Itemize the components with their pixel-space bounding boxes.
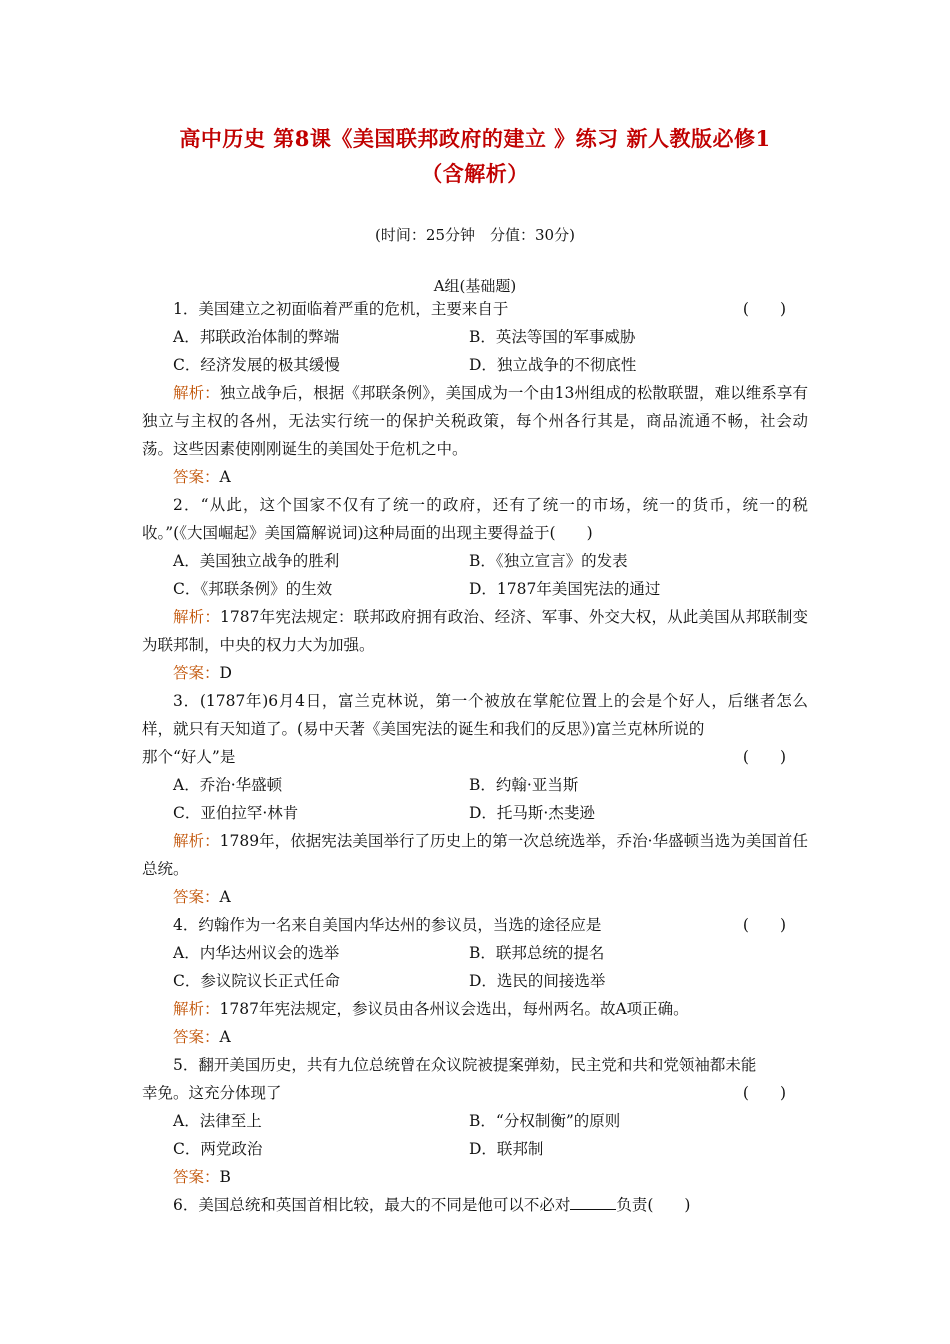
answer-label: 答案： (173, 468, 220, 486)
question-4-stem: 4．约翰作为一名来自美国内华达州的参议员，当选的途径应是 ( ) (142, 911, 808, 939)
option-b: B．“分权制衡”的原则 (469, 1112, 621, 1130)
option-b: B．约翰·亚当斯 (469, 776, 579, 794)
analysis-label: 解析： (173, 1000, 220, 1018)
question-1-options-row2 (142, 351, 808, 379)
question-2-options-row2 (142, 575, 808, 603)
option-c: C．经济发展的极其缓慢 (173, 356, 340, 374)
exam-meta: (时间：25分钟 分值：30分) (375, 226, 575, 244)
option-b: B．英法等国的军事威胁 (469, 328, 636, 346)
option-c: C．两党政治 (173, 1140, 263, 1158)
answer-label: 答案： (173, 1168, 220, 1186)
option-a: A．法律至上 (173, 1112, 262, 1130)
option-c: C．参议院议长正式任命 (173, 972, 340, 990)
question-3-answer: 答案：A (173, 888, 231, 906)
question-1-answer: 答案：A (173, 468, 231, 486)
question-2-answer: 答案：D (173, 664, 232, 682)
question-1-options-row1 (142, 323, 808, 351)
answer-label: 答案： (173, 664, 220, 682)
question-3-options-row2 (142, 799, 808, 827)
question-3-options-row1 (142, 771, 808, 799)
option-d: D．独立战争的不彻底性 (469, 356, 637, 374)
question-3-analysis: 解析：1789年，依据宪法美国举行了历史上的第一次总统选举，乔治·华盛顿当选为美国首任总统。 (142, 832, 808, 878)
option-d: D．托马斯·杰斐逊 (469, 804, 595, 822)
option-a: A．乔治·华盛顿 (173, 776, 283, 794)
question-5-options-row2 (142, 1135, 808, 1163)
analysis-label: 解析： (173, 384, 220, 402)
question-2-analysis: 解析：1787年宪法规定：联邦政府拥有政治、经济、军事、外交大权，从此美国从邦联制变为联邦制，中央的权力大为加强。 (142, 608, 808, 654)
question-1-analysis: 解析：独立战争后，根据《邦联条例》，美国成为一个由13州组成的松散联盟，难以维系享有独立与主权的各州，无法实行统一的保护关税政策，每个州各行其是，商品流通不畅，社会动荡。这些因素使刚刚诞生的美国处于危机之中。 (142, 384, 808, 458)
option-a: A．美国独立战争的胜利 (173, 552, 340, 570)
question-4-answer: 答案：A (173, 1028, 231, 1046)
answer-bracket: ( ) (742, 1084, 786, 1102)
option-a: A．内华达州议会的选举 (173, 944, 340, 962)
fill-blank-line (570, 1191, 616, 1210)
question-list (142, 295, 808, 1219)
document-subtitle: （含解析） (421, 161, 529, 186)
question-5-options-row1 (142, 1107, 808, 1135)
analysis-label: 解析： (173, 832, 220, 850)
answer-bracket: ( ) (742, 300, 786, 318)
question-5-stem-end: 幸免。这充分体现了 ( ) (142, 1079, 808, 1107)
option-c: C．亚伯拉罕·林肯 (173, 804, 299, 822)
answer-label: 答案： (173, 1028, 220, 1046)
question-4-options-row2 (142, 967, 808, 995)
option-c: C．《邦联条例》的生效 (173, 580, 333, 598)
answer-label: 答案： (173, 888, 220, 906)
answer-bracket: ( ) (742, 748, 786, 766)
question-5-stem: 5．翻开美国历史，共有九位总统曾在众议院被提案弹劾，民主党和共和党领袖都未能 (173, 1056, 757, 1074)
question-3-stem-end: 那个“好人”是 ( ) (142, 743, 808, 771)
option-d: D．1787年美国宪法的通过 (469, 580, 661, 598)
option-b: B．联邦总统的提名 (469, 944, 605, 962)
question-4-analysis: 解析：1787年宪法规定，参议员由各州议会选出，每州两名。故A项正确。 (173, 1000, 689, 1018)
option-d: D．选民的间接选举 (469, 972, 606, 990)
question-1-stem: 1．美国建立之初面临着严重的危机，主要来自于 ( ) (142, 295, 808, 323)
question-2-stem: 2．“从此，这个国家不仅有了统一的政府，还有了统一的市场，统一的货币，统一的税收。”(《大国崛起》美国篇解说词)这种局面的出现主要得益于( ) (142, 496, 808, 542)
answer-bracket: ( ) (742, 916, 786, 934)
analysis-label: 解析： (173, 608, 221, 626)
question-3-stem: 3．(1787年)6月4日，富兰克林说，第一个被放在掌舵位置上的会是个好人，后继者怎么样，就只有天知道了。(易中天著《美国宪法的诞生和我们的反思》)富兰克林所说的 (142, 692, 808, 738)
question-5-answer: 答案：B (173, 1168, 231, 1186)
option-a: A．邦联政治体制的弊端 (173, 328, 340, 346)
group-heading: A组(基础题) (433, 277, 517, 295)
option-d: D．联邦制 (469, 1140, 544, 1158)
question-6-stem: 6．美国总统和英国首相比较，最大的不同是他可以不必对 负责( ) (142, 1191, 808, 1219)
question-4-options-row1 (142, 939, 808, 967)
question-2-options-row1 (142, 547, 808, 575)
option-b: B．《独立宣言》的发表 (469, 552, 628, 570)
document-title: 高中历史 第8课《美国联邦政府的建立 》练习 新人教版必修1 (179, 126, 771, 151)
